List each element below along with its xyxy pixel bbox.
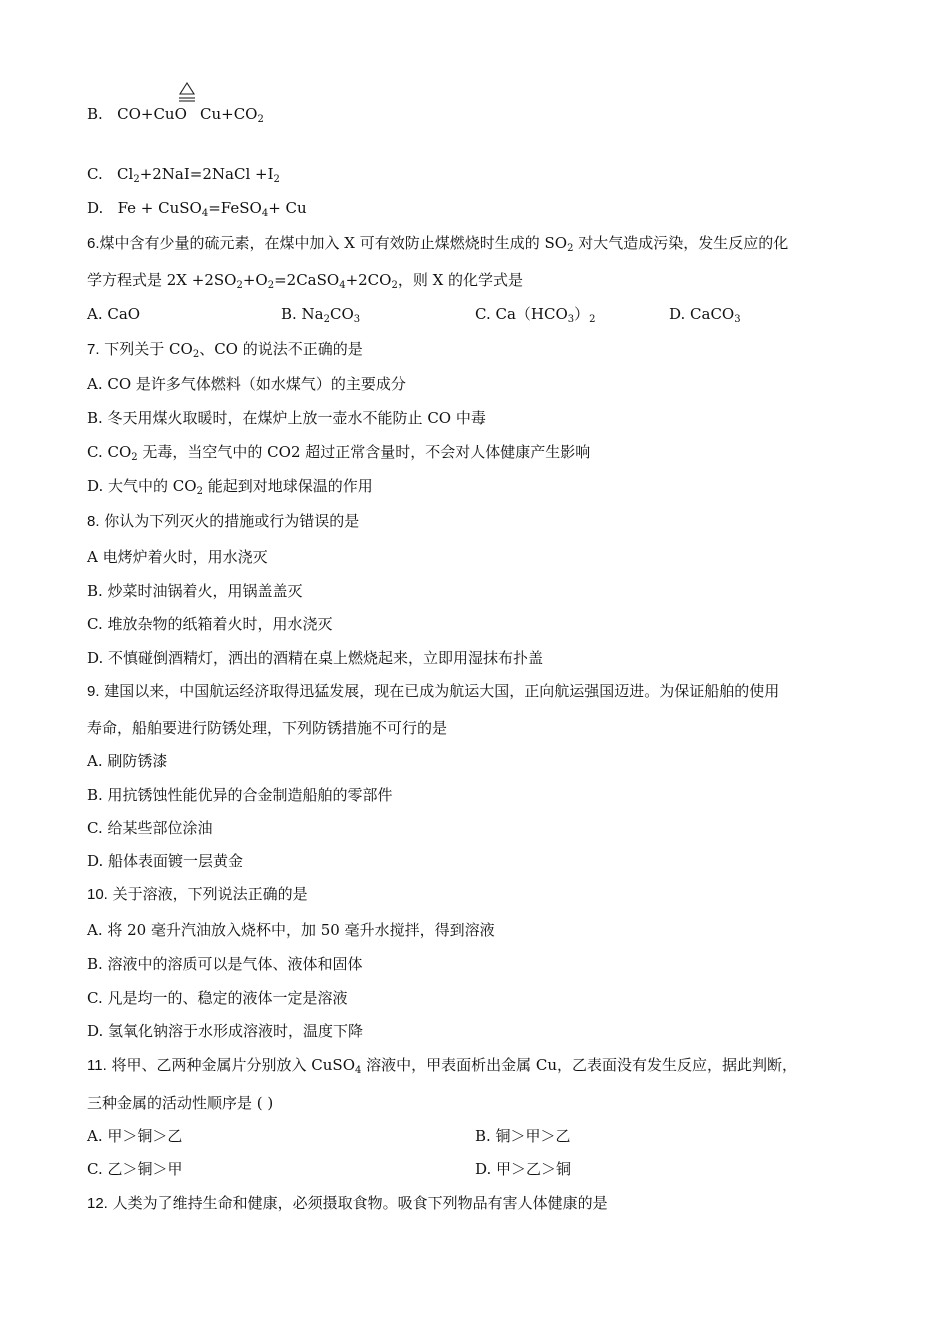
q9-option-c: C. 给某些部位涂油 <box>87 819 213 837</box>
question-number: 12. <box>87 1195 108 1212</box>
question-number: 8. <box>87 513 100 530</box>
q10-option-d: D. 氢氧化钠溶于水形成溶液时，温度下降 <box>87 1022 364 1040</box>
heating-condition-symbol <box>178 82 196 104</box>
q6-option-c: C. $Ca(HCO_3)_2$ <box>475 305 596 325</box>
q7-stem: 7. 下列关于 $CO_2$、CO 的说法不正确的是 <box>87 340 363 360</box>
q7-option-d: D. 大气中的 $CO_2$ 能起到对地球保温的作用 <box>87 477 373 497</box>
q7-option-b: B. 冬天用煤火取暖时，在煤炉上放一壶水不能防止 CO 中毒 <box>87 409 486 427</box>
q10-option-a: A. 将 20 毫升汽油放入烧杯中，加 50 毫升水搅拌，得到溶液 <box>87 921 495 939</box>
q5-option-d: D. Fe + CuSO$_4$=FeSO$_4$+ Cu <box>87 199 307 219</box>
q11-option-c: C. 乙＞铜＞甲 <box>87 1160 183 1178</box>
question-number: 9. <box>87 683 100 700</box>
q10-option-c: C. 凡是均一的、稳定的液体一定是溶液 <box>87 989 348 1007</box>
q7-option-a: A. CO 是许多气体燃料（如水煤气）的主要成分 <box>87 375 406 393</box>
q5-optb-products: $Cu+CO_2$ <box>200 105 264 125</box>
q11-stem-line1: 11. 将甲、乙两种金属片分别放入 CuSO$_4$ 溶液中，甲表面析出金属 Cu，乙表面没有发生反应，据此判断， <box>87 1056 798 1076</box>
q9-option-d: D. 船体表面镀一层黄金 <box>87 852 244 870</box>
q9-option-b: B. 用抗锈蚀性能优异的合金制造船舶的零部件 <box>87 786 393 804</box>
question-number: 11. <box>87 1057 107 1074</box>
q6-stem-line1: 6.煤中含有少量的硫元素，在煤中加入 X 可有效防止煤燃烧时生成的 $SO_2$ 对大气造成污染，发生反应的化 <box>87 234 789 254</box>
q8-option-b: B. 炒菜时油锅着火，用锅盖盖灭 <box>87 582 303 600</box>
q6-option-d: D. CaCO$_3$ <box>669 305 741 325</box>
q7-option-c: C. $CO_2$ 无毒，当空气中的 CO2 超过正常含量时，不会对人体健康产生影响 <box>87 443 591 463</box>
q11-option-d: D. 甲＞乙＞铜 <box>475 1160 572 1178</box>
q9-option-a: A. 刷防锈漆 <box>87 752 168 770</box>
q5-optb-reactants: CO+CuO <box>117 105 187 123</box>
q8-option-d: D. 不慎碰倒酒精灯，洒出的酒精在桌上燃烧起来，立即用湿抹布扑盖 <box>87 649 544 667</box>
q11-stem-line2: 三种金属的活动性顺序是 ( ) <box>87 1094 274 1112</box>
q8-stem: 8. 你认为下列灭火的措施或行为错误的是 <box>87 512 360 530</box>
q10-option-b: B. 溶液中的溶质可以是气体、液体和固体 <box>87 955 363 973</box>
q5-option-b: B. CO+CuO <box>87 105 187 123</box>
q12-stem: 12. 人类为了维持生命和健康，必须摄取食物。吸食下列物品有害人体健康的是 <box>87 1194 608 1212</box>
q8-option-a: A 电烤炉着火时，用水浇灭 <box>87 548 268 566</box>
q11-option-a: A. 甲＞铜＞乙 <box>87 1127 183 1145</box>
q6-option-b: B. $Na_2CO_3$ <box>281 305 361 325</box>
q10-stem: 10. 关于溶液，下列说法正确的是 <box>87 885 308 903</box>
q8-option-c: C. 堆放杂物的纸箱着火时，用水浇灭 <box>87 615 333 633</box>
q6-option-a: A. CaO <box>87 305 141 323</box>
question-number: 6. <box>87 235 100 252</box>
q6-stem-line2: 学方程式是 $2X +2SO_2+O_2=2CaSO_4+2CO_2$，则 X 的化学式是 <box>87 271 524 291</box>
question-number: 10. <box>87 886 108 903</box>
q9-stem-line2: 寿命，船舶要进行防锈处理，下列防锈措施不可行的是 <box>87 719 448 737</box>
question-number: 7. <box>87 341 100 358</box>
q5-option-c: C. $Cl_2+2NaI=2NaCl +I_2$ <box>87 165 280 185</box>
q9-stem-line1: 9. 建国以来，中国航运经济取得迅猛发展，现在已成为航运大国，正向航运强国迈进。为保证船舶的使用 <box>87 682 780 700</box>
q11-option-b: B. 铜＞甲＞乙 <box>475 1127 571 1145</box>
